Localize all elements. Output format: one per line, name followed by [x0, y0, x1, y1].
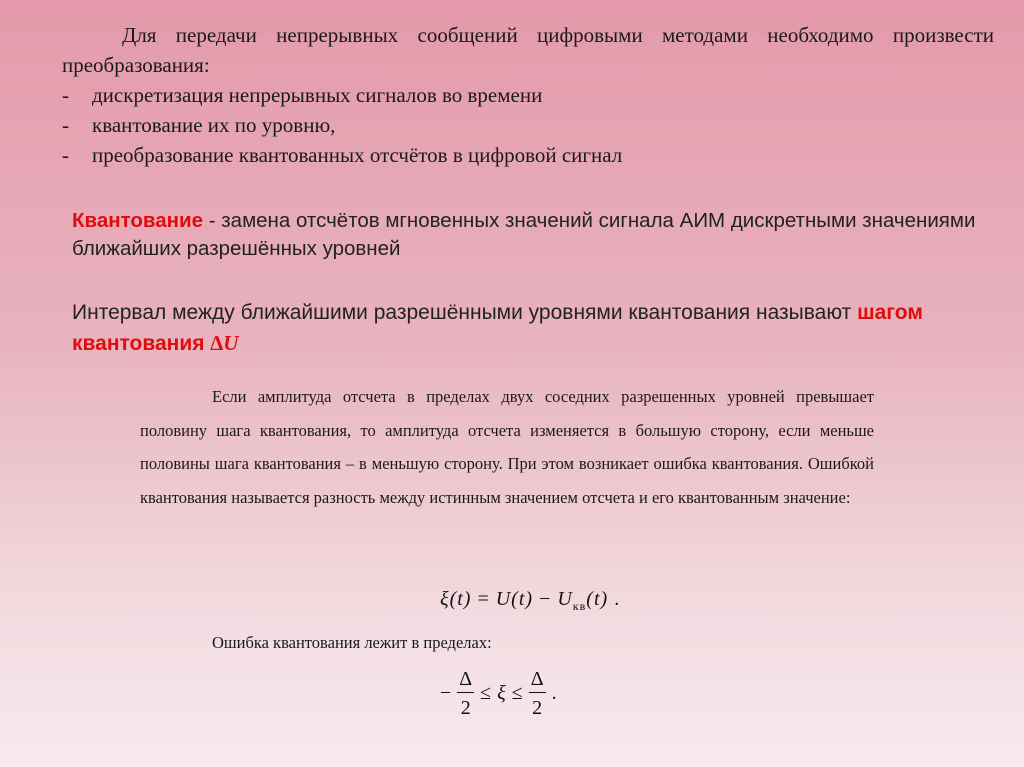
- formula-lhs: ξ(t): [440, 588, 472, 610]
- list-item-text: преобразование квантованных отсчётов в цифровой сигнал: [92, 143, 623, 167]
- list-item-text: дискретизация непрерывных сигналов во времени: [92, 83, 543, 107]
- xi-symbol: ξ: [497, 682, 506, 704]
- fraction-numerator: Δ: [457, 668, 474, 693]
- list-dash: -: [62, 83, 69, 107]
- range-end: .: [551, 682, 557, 704]
- fraction-denominator: 2: [532, 697, 543, 719]
- list-item-text: квантование их по уровню,: [92, 113, 336, 137]
- intro-block: [62, 20, 994, 170]
- definition-term: Квантование: [72, 209, 204, 232]
- textbook-paragraph: Если амплитуда отсчета в пределах двух соседних разрешенных уровней превышает половину шага квантования, то амплитуда отсчета изменяется в большую сторону, если меньше половины шага квантования – в меньшую сторону. При этом возникает ошибка квантования. Ошибкой квантования называется разность между истинным значением отсчета и его квантованным значение:: [140, 387, 874, 507]
- list-dash: -: [62, 143, 69, 167]
- interval-block: [72, 298, 992, 359]
- range-label: Ошибка квантования лежит в пределах:: [212, 633, 492, 652]
- interval-text: Интервал между ближайшими разрешёнными уровнями квантования называют: [72, 301, 858, 324]
- formula-u-quantized: U: [557, 588, 573, 610]
- le-sign: ≤: [511, 682, 523, 704]
- intro-first-line: Для передачи непрерывных сообщений цифровыми методами необходимо произвести преобразования:: [62, 23, 994, 77]
- formula-end: .: [608, 588, 621, 610]
- textbook-excerpt: [140, 380, 874, 514]
- list-item: [62, 110, 994, 140]
- formula-t: (t): [586, 588, 609, 610]
- fraction-denominator: 2: [460, 697, 471, 719]
- error-range-formula: [440, 668, 557, 719]
- interval-term: шагом квантования: [72, 301, 923, 355]
- range-minus: −: [440, 682, 452, 704]
- fraction-left: [457, 668, 474, 719]
- le-sign: ≤: [480, 682, 492, 704]
- list-dash: -: [62, 113, 69, 137]
- list-item: [62, 140, 994, 170]
- formula-eq: =: [471, 588, 496, 610]
- interval-symbol: ∆U: [210, 331, 239, 355]
- formula-u: U(t): [495, 588, 534, 610]
- fraction-right: [529, 668, 546, 719]
- formula-subscript: кв: [572, 599, 587, 613]
- list-item: [62, 80, 994, 110]
- definition-block: [72, 207, 992, 263]
- quantization-error-formula: [440, 588, 620, 614]
- fraction-numerator: Δ: [529, 668, 546, 693]
- formula-minus: −: [533, 588, 558, 610]
- definition-text: - замена отсчётов мгновенных значений сигнала АИМ дискретными значениями ближайших разрешённых уровней: [72, 209, 976, 260]
